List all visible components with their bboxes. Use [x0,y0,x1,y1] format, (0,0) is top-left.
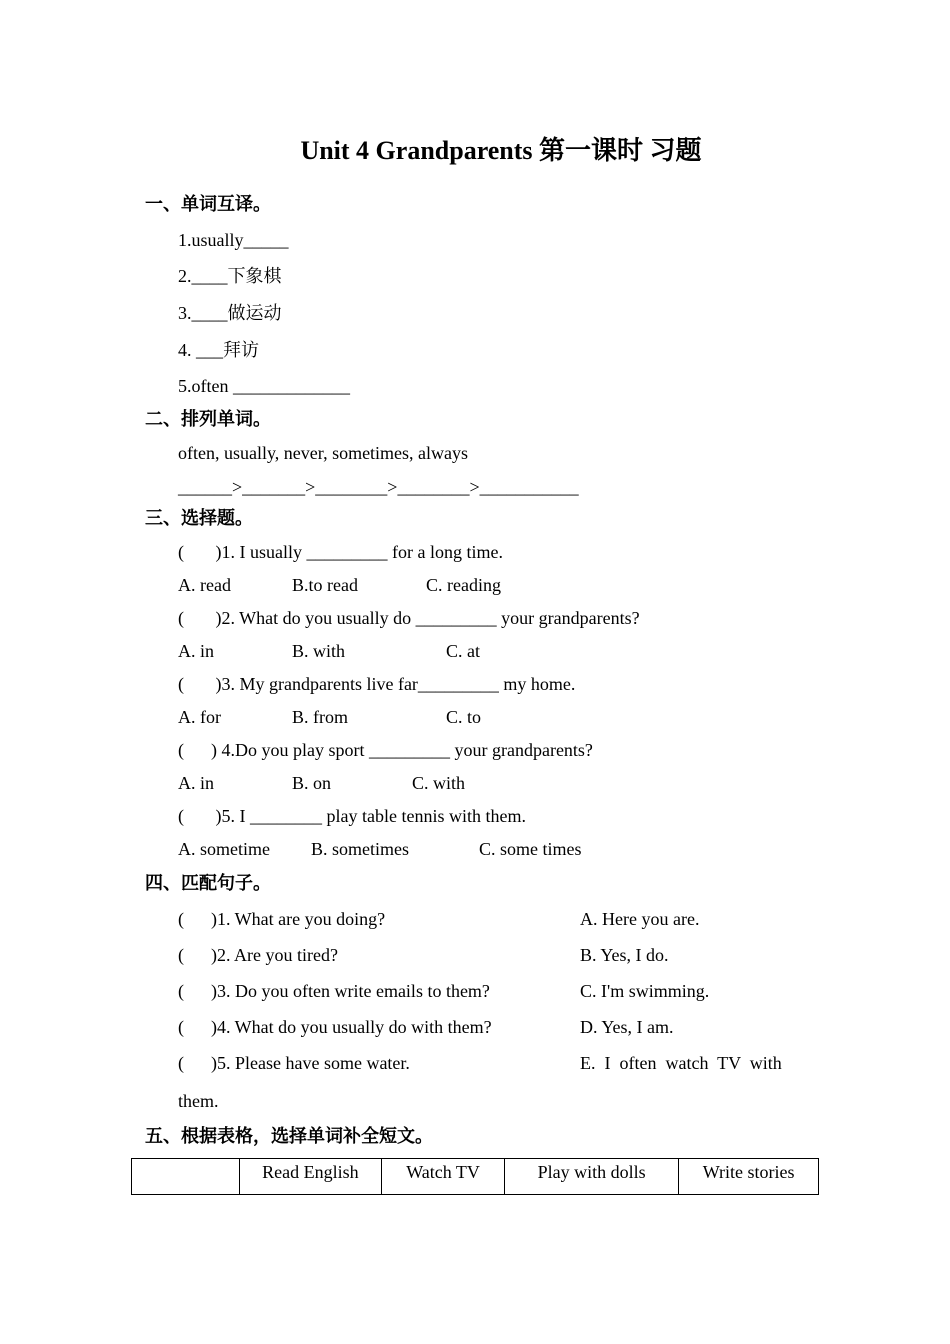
mc-q1-option-b: B.to read [292,575,358,595]
match-left-3: ( )3. Do you often write emails to them? [178,981,490,1001]
match-left-1: ( )1. What are you doing? [178,909,386,929]
vocab-item-1: 1.usually_____ [178,230,289,250]
order-words: often, usually, never, sometimes, always [178,443,469,463]
section-2-heading: 二、排列单词。 [145,409,271,430]
mc-question-4: ( ) 4.Do you play sport _________ your grandparents? [178,740,593,760]
match-right-a: A. Here you are. [580,909,700,929]
mc-q4-option-c: C. with [412,773,466,793]
mc-q2-option-b: B. with [292,641,346,661]
vocab-item-3: 3.____做运动 [178,303,282,323]
mc-q1-option-a: A. read [178,575,231,595]
section-3-heading: 三、选择题。 [145,508,253,529]
table-cell-empty [132,1159,240,1195]
mc-q5-option-c: C. some times [479,839,582,859]
table-header-write-stories: Write stories [679,1159,819,1195]
mc-q5-option-b: B. sometimes [311,839,409,859]
mc-q4-option-b: B. on [292,773,332,793]
mc-q3-option-a: A. for [178,707,221,727]
match-right-d: D. Yes, I am. [580,1017,674,1037]
mc-q2-option-c: C. at [446,641,480,661]
order-blanks: ______>_______>________>________>___________ [178,477,579,497]
section-1-heading: 一、单词互译。 [145,194,271,215]
table-header-row [132,1159,819,1195]
mc-q3-option-c: C. to [446,707,482,727]
match-right-b: B. Yes, I do. [580,945,669,965]
vocab-item-4: 4. ___拜访 [178,340,259,360]
mc-q5-option-a: A. sometime [178,839,270,859]
mc-q4-option-a: A. in [178,773,214,793]
match-left-2: ( )2. Are you tired? [178,945,338,965]
mc-question-5: ( )5. I ________ play table tennis with them. [178,806,526,826]
mc-q1-option-c: C. reading [426,575,501,595]
mc-question-2: ( )2. What do you usually do _________ your grandparents? [178,608,640,628]
table-header-play-with-dolls: Play with dolls [504,1159,678,1195]
mc-question-1: ( )1. I usually _________ for a long time. [178,542,503,562]
match-right-e-wrap: them. [178,1091,219,1111]
mc-q2-option-a: A. in [178,641,214,661]
mc-q3-option-b: B. from [292,707,348,727]
match-right-e: E. I often watch TV with [580,1053,782,1073]
match-left-5: ( )5. Please have some water. [178,1053,410,1073]
section-5-heading: 五、根据表格，选择单词补全短文。 [145,1126,433,1147]
page-title: Unit 4 Grandparents 第一课时 习题 [300,136,702,165]
section-4-heading: 四、匹配句子。 [145,873,271,894]
mc-question-3: ( )3. My grandparents live far_________ my home. [178,674,576,694]
match-left-4: ( )4. What do you usually do with them? [178,1017,492,1037]
vocab-item-2: 2.____下象棋 [178,266,282,286]
table-header-read-english: Read English [239,1159,382,1195]
activity-table [131,1158,819,1195]
match-right-c: C. I'm swimming. [580,981,710,1001]
table-header-watch-tv: Watch TV [382,1159,505,1195]
vocab-item-5: 5.often _____________ [178,376,350,396]
